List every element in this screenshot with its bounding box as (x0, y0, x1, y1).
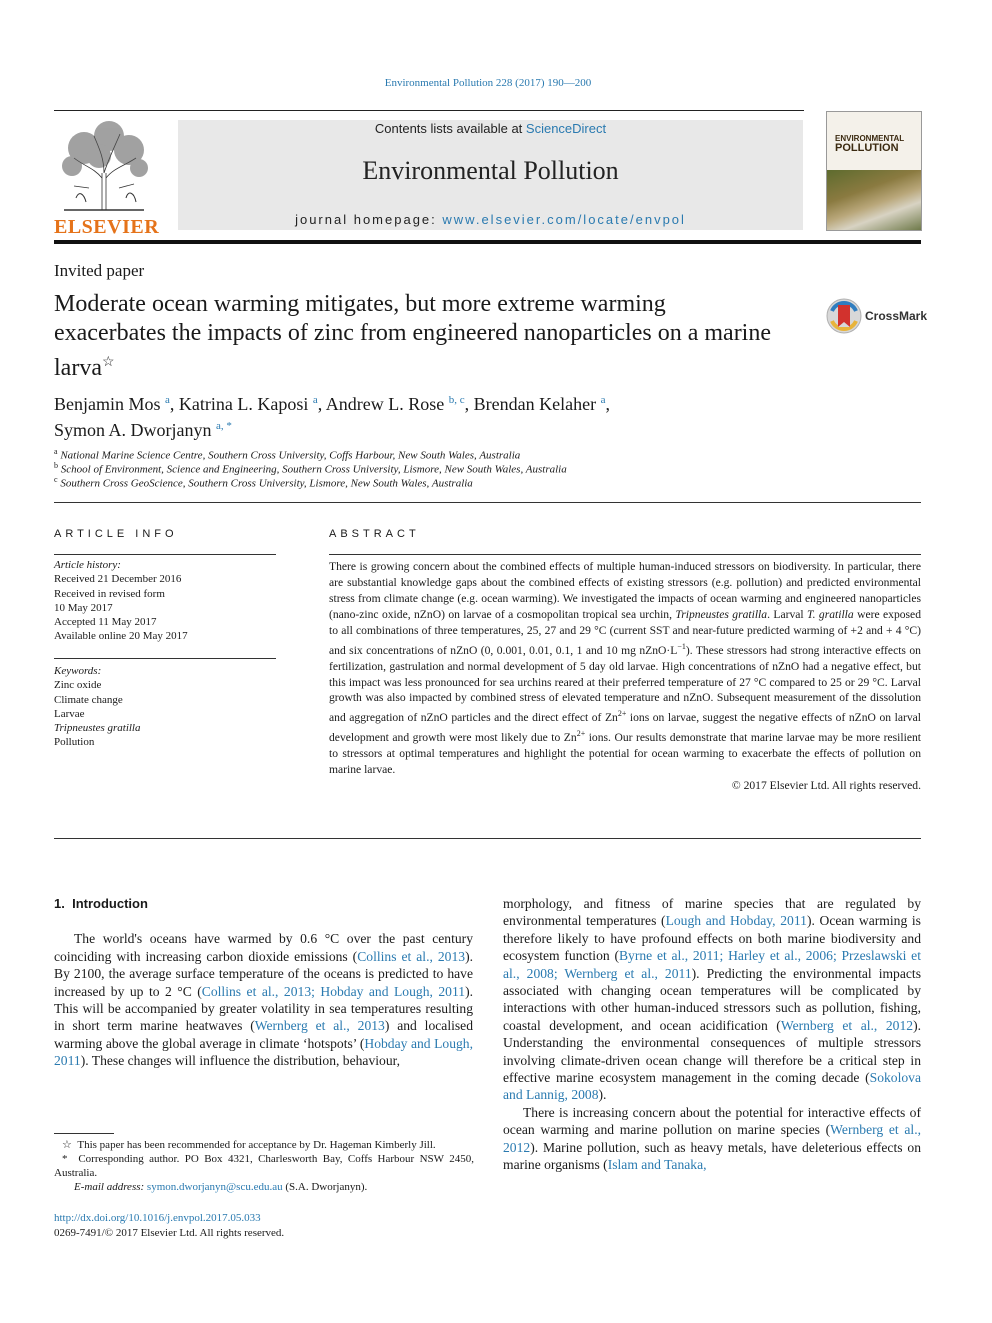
citation-link[interactable]: Islam and Tanaka, (607, 1157, 707, 1173)
doi-link[interactable]: http://dx.doi.org/10.1016/j.envpol.2017.05.033 (54, 1212, 261, 1224)
body-text: There is increasing concern about the potential for interactive effects of ocean warming and marine pollution on marine species ( (503, 1104, 921, 1138)
history-item: Available online 20 May 2017 (54, 630, 188, 643)
footnote-text: This paper has been recommended for acceptance by Dr. Hageman Kimberly Jill. (77, 1139, 436, 1151)
superscript: −1 (677, 641, 686, 651)
author-5-affil[interactable]: a, * (216, 420, 232, 432)
abstract-text: ions. Our results demonstrate that marine larvae may be more resilient to stressors at optimal temperatures and highlight the potential for ocean warming to exacerbate the effects of pollution on marine larvae. (329, 731, 921, 777)
history-label: Article history: (54, 559, 121, 571)
issn-line: 0269-7491/© 2017 Elsevier Ltd. All rights reserved. (54, 1227, 285, 1239)
journal-citation[interactable]: Environmental Pollution 228 (2017) 190—200 (384, 77, 592, 89)
abstract-rule (329, 554, 921, 555)
species-name: Tripneustes gratilla (675, 607, 768, 621)
author-sep: , (464, 394, 474, 414)
section-number: 1. (54, 896, 65, 911)
article-info-heading: ARTICLE INFO (54, 528, 178, 540)
superscript: 2+ (617, 709, 627, 719)
journal-banner (178, 120, 803, 230)
section-title: Introduction (72, 896, 148, 911)
footnote-text: Corresponding author. PO Box 4321, Charlesworth Bay, Coffs Harbour NSW 2450, Australia. (54, 1153, 475, 1179)
body-text: ). These changes will influence the distribution, behaviour, (80, 1053, 401, 1069)
email-label: E-mail address: (74, 1181, 145, 1193)
author-1-affil[interactable]: a (165, 394, 170, 406)
journal-name: Environmental Pollution (362, 156, 619, 185)
homepage-link[interactable]: www.elsevier.com/locate/envpol (442, 212, 686, 227)
journal-cover[interactable] (826, 111, 922, 231)
homepage-line (178, 212, 803, 227)
homepage-prefix: journal homepage: (295, 212, 443, 227)
citation-link[interactable]: Wernberg et al., 2013 (254, 1018, 385, 1034)
citation-link[interactable]: Lough and Hobday, 2011 (665, 913, 807, 929)
footnote-corresponding (54, 1152, 474, 1180)
cover-title (835, 134, 915, 154)
author-3-affil[interactable]: b, c (448, 394, 465, 406)
publisher-wordmark: ELSEVIER (54, 216, 160, 238)
body-text: ). This will be accompanied by greater volatility in sea temperatures resulting in short term marine heatwaves ( (54, 983, 473, 1034)
keywords-rule (54, 658, 276, 659)
cover-image (827, 170, 921, 230)
contents-prefix: Contents lists available at (374, 121, 526, 136)
paper-title-text: Moderate ocean warming mitigates, but more extreme warming exacerbates the impacts of zinc from engineered nanoparticles on a marine larva (54, 291, 771, 381)
abstract-text: ). These stressors had strong interactive effects on fertilization, gastrulation and normal development of 5 day old larvae. High concentrations of nZnO had a negative effect, but this impact was less pronounced for sea urchins reared at their preferred temperature of 27 °C compared to 25 or 29 °C. Larval growth was also impacted by combined stress of elevated temperature and nZnO. Subsequent measurement of the dissolution and aggregation of nZnO particles and the direct effect of Zn (329, 643, 921, 725)
footnote-mark: * (62, 1153, 68, 1165)
abstract-bottom-rule (54, 838, 921, 839)
paper-title (54, 290, 774, 383)
abstract-text: were exposed to all combinations of three temperatures, 25, 27 and 29 °C (current SST and near-future predicted warming of +2 and + 4 °C) and six concentrations of nZnO (0, 0.001, 0.01, 0.1, 1 and 10 mg nZnO·L (329, 607, 921, 657)
author-sep: , (169, 394, 179, 414)
body-text: ). (598, 1087, 607, 1103)
affil-mark: b (54, 461, 58, 470)
affil-text: School of Environment, Science and Engineering, Southern Cross University, Lismore, New South Wales, Australia (60, 463, 567, 476)
affil-mark: a (54, 447, 58, 456)
author-3: Andrew L. Rose (325, 394, 445, 414)
crossmark-label: CrossMark (865, 309, 928, 323)
email-link[interactable]: symon.dworjanyn@scu.edu.au (146, 1181, 283, 1193)
abstract-text: ions on larvae, suggest the negative effects of nZnO on larval development and growth were most likely due to Zn (329, 711, 921, 745)
abstract-heading: ABSTRACT (329, 528, 420, 540)
contents-line (178, 120, 803, 138)
citation-link[interactable]: Collins et al., 2013 (357, 948, 466, 964)
history-item: Accepted 11 May 2017 (54, 616, 157, 629)
history-item: Received in revised form (54, 587, 165, 600)
body-text: The world's oceans have warmed by 0.6 °C over the past century coinciding with increasing carbon dioxide emissions ( (54, 931, 473, 964)
footnotes (54, 1138, 474, 1194)
species-name: T. gratilla (807, 607, 854, 621)
author-1: Benjamin Mos (54, 394, 161, 414)
abstract-text: There is growing concern about the combined effects of multiple human-induced stressors on biodiversity. In particular, there are substantial knowledge gaps about the combined effects of existing stressors (e.g. pollution) and predicted environmental stress from climate change (e.g. ocean warming). We investigated the impacts of ocean warming and engineered nanoparticles (nano-zinc oxide, nZnO) on larvae of a cosmopolitan tropical sea urchin, (329, 560, 921, 621)
citation-link[interactable]: Byrne et al., 2011; Harley et al., 2006; Przeslawski et al., 2008; Wernberg et al., 2011 (503, 948, 921, 981)
cover-title-line2: POLLUTION (835, 142, 899, 154)
footnote-mark: ☆ (62, 1139, 72, 1151)
author-list (54, 389, 814, 441)
superscript: 2+ (576, 729, 586, 739)
keyword: Pollution (54, 736, 95, 749)
section-heading (54, 895, 473, 912)
footnote-email (54, 1180, 474, 1194)
body-text: morphology, and fitness of marine species that are regulated by environmental temperatures ( (503, 896, 921, 929)
abstract-copyright: © 2017 Elsevier Ltd. All rights reserved. (731, 778, 921, 792)
doi-block (54, 1211, 284, 1241)
history-item: Received 21 December 2016 (54, 573, 182, 586)
author-sep: , (605, 394, 610, 414)
crossmark-icon (825, 297, 863, 335)
author-sep: , (317, 394, 326, 414)
footnote-rule (54, 1133, 114, 1134)
keywords (54, 664, 276, 750)
body-text: ). Understanding the environmental consequences of multiple stressors involving climate-driven ocean change will therefore be a critical step in effective marine ecosystem management in the coming decade ( (503, 1017, 921, 1086)
title-footnote-mark[interactable]: ☆ (101, 355, 115, 370)
keyword: Larvae (54, 707, 85, 720)
author-4-affil[interactable]: a (600, 394, 606, 406)
body-text: ). Predicting the environmental impacts associated with changing ocean temperatures will be complicated by interactions with other human-induced stressors such as pollution, fishing, coastal development, and ocean acidification ( (503, 965, 921, 1033)
author-2-affil[interactable]: a (312, 394, 318, 406)
citation-link[interactable]: Wernberg et al., 2012 (503, 1122, 921, 1155)
body-text: ). Marine pollution, such as heavy metals, have deleterious effects on marine organisms ( (503, 1139, 921, 1173)
intro-left-column (54, 895, 473, 1070)
affil-mark: c (54, 475, 58, 484)
paper-type: Invited paper (54, 261, 145, 280)
cover-title-line1: ENVIRONMENTAL (835, 134, 905, 143)
body-text: ). By 2100, the average surface temperature of the oceans is predicted to have increased by up to 2 °C ( (54, 948, 473, 999)
author-5: Symon A. Dworjanyn (54, 420, 212, 440)
keyword: Tripneustes gratilla (54, 722, 141, 735)
article-history (54, 558, 276, 644)
body-text: ) and localised warming above the global average in climate ‘hotspots’ ( (54, 1018, 473, 1051)
elsevier-logo[interactable] (54, 118, 160, 238)
affil-text: National Marine Science Centre, Southern Cross University, Coffs Harbour, New South Wales, Australia (60, 449, 521, 462)
affil-text: Southern Cross GeoScience, Southern Cross University, Lismore, New South Wales, Australia (60, 477, 473, 490)
email-suffix: (S.A. Dworjanyn). (282, 1181, 368, 1193)
history-item: 10 May 2017 (54, 601, 113, 614)
citation-link[interactable]: Wernberg et al., 2012 (780, 1017, 914, 1033)
keywords-label: Keywords: (54, 665, 102, 677)
body-text: ). Ocean warming is therefore likely to have profound effects on both marine biodiversity and ecosystem function ( (503, 913, 921, 964)
intro-paragraph (54, 930, 473, 1069)
elsevier-tree-icon (54, 118, 154, 214)
header-thick-rule (54, 240, 921, 244)
abstract-text: . Larval (767, 607, 808, 621)
keyword: Zinc oxide (54, 679, 102, 692)
intro-paragraph (503, 1104, 921, 1174)
affiliation-c (54, 473, 854, 491)
footnote-star (54, 1138, 474, 1152)
sciencedirect-link[interactable]: ScienceDirect (525, 121, 607, 136)
author-2: Katrina L. Kaposi (178, 394, 309, 414)
crossmark-badge[interactable] (825, 297, 928, 337)
article-info-rule (54, 554, 276, 555)
citation-link[interactable]: Collins et al., 2013; Hobday and Lough, 2011 (201, 983, 466, 999)
author-4: Brendan Kelaher (473, 394, 597, 414)
keyword: Climate change (54, 693, 123, 706)
abstract-body (329, 559, 921, 794)
citation-link[interactable]: Sokolova and Lannig, 2008 (503, 1070, 921, 1103)
intro-right-column (503, 895, 921, 1174)
intro-paragraph (503, 895, 921, 1104)
citation-link[interactable]: Hobday and Lough, 2011 (54, 1035, 473, 1069)
header-rule (54, 110, 804, 111)
affiliation-rule (54, 502, 921, 503)
